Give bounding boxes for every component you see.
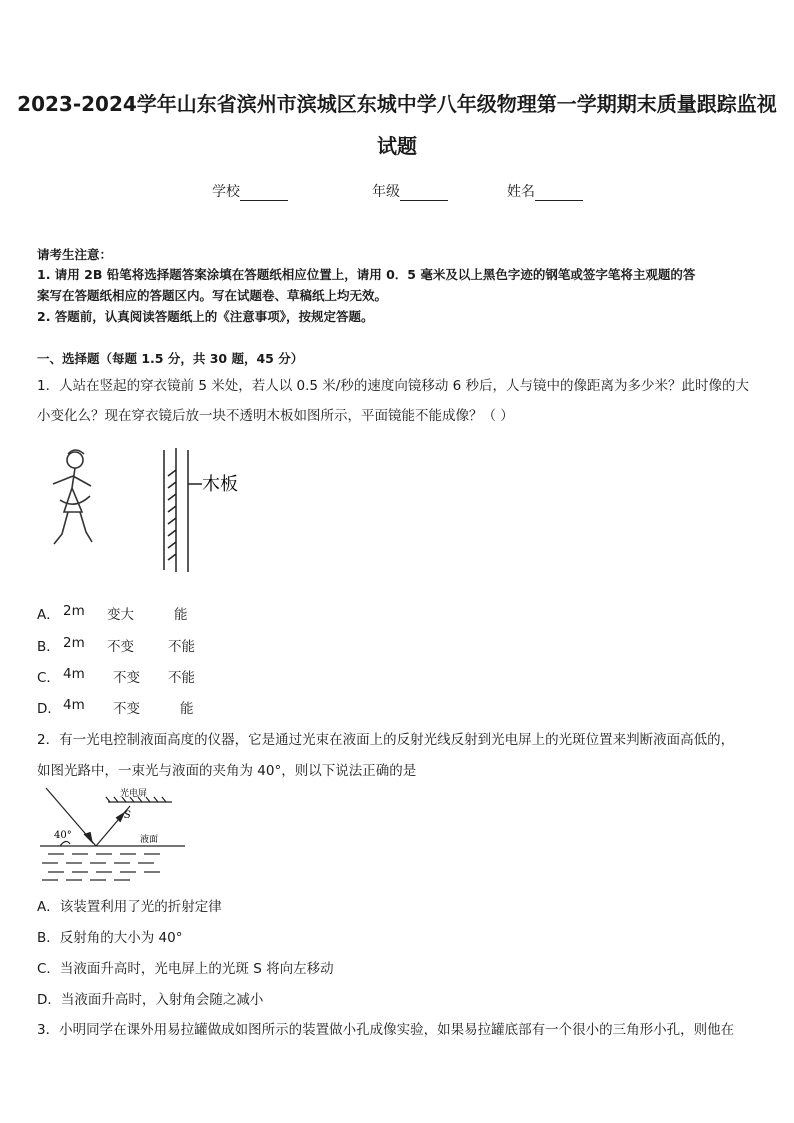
q3-text: 3．小明同学在课外用易拉罐做成如图所示的装置做小孔成像实验，如果易拉罐底部有一个很小的三角形小孔，则他在: [37, 1022, 735, 1038]
q1-text-cont: 小变化么？现在穿衣镜后放一块不透明木板如图所示，平面镜能不能成像？（ ）: [37, 408, 514, 424]
option-image: 能: [180, 701, 194, 717]
grade-field: [372, 181, 448, 201]
mirror: [164, 448, 202, 572]
liquid-label: 液面: [140, 835, 159, 845]
option-distance: 2m: [63, 603, 85, 619]
option-distance: 4m: [63, 666, 85, 682]
name-label: 姓名: [507, 184, 535, 200]
screen-label: 光电屏: [120, 789, 148, 799]
exam-title-continued: 试题: [377, 134, 417, 158]
q1-figure: [40, 440, 260, 580]
name-blank: [535, 186, 583, 201]
option-size: 不变: [113, 670, 140, 686]
q2-text: 2．有一光电控制液面高度的仪器，它是通过光束在液面上的反射光线反射到光电屏上的光斑位置来判断液面高低的，: [37, 732, 735, 748]
spot-label: S: [124, 810, 131, 821]
option-distance: 4m: [63, 697, 85, 713]
notice-item-1: 1. 请用 2B 铅笔将选择题答案涂填在答题纸相应位置上，请用 0．5 毫米及以上黑色字迹的钢笔或签字笔将主观题的答: [37, 267, 696, 282]
name-field: [507, 181, 583, 201]
option-size: 不变: [107, 639, 134, 655]
option-letter: B．: [37, 639, 60, 655]
notice-item-2: 2. 答题前，认真阅读答题纸上的《注意事项》，按规定答题。: [37, 309, 374, 324]
person-sketch: [53, 450, 92, 544]
exam-title: 2023-2024学年山东省滨州市滨城区东城中学八年级物理第一学期期末质量跟踪监视: [17, 92, 777, 116]
grade-blank: [400, 186, 448, 201]
board-label: 木板: [202, 474, 238, 495]
q2-figure: [40, 784, 185, 884]
option-image: 不能: [168, 639, 195, 655]
option-image: 能: [174, 607, 188, 623]
notice-item-1-cont: 案写在答题纸相应的答题区内。写在试题卷、草稿纸上均无效。: [37, 288, 388, 303]
q2-option-b: B．反射角的大小为 40°: [37, 930, 183, 946]
school-field: [212, 181, 288, 201]
q2-option-d: D．当液面升高时，入射角会随之减小: [37, 992, 264, 1008]
school-label: 学校: [212, 184, 240, 200]
q2-option-c: C．当液面升高时，光电屏上的光斑 S 将向左移动: [37, 961, 334, 977]
option-distance: 2m: [63, 635, 85, 651]
option-size: 不变: [113, 701, 140, 717]
option-letter: C．: [37, 670, 60, 686]
grade-label: 年级: [372, 184, 400, 200]
option-image: 不能: [168, 670, 195, 686]
option-letter: A．: [37, 607, 60, 623]
notice-heading: 请考生注意：: [37, 247, 113, 262]
school-blank: [240, 186, 288, 201]
option-letter: D．: [37, 701, 61, 717]
q1-text: 1．人站在竖起的穿衣镜前 5 米处，若人以 0.5 米/秒的速度向镜移动 6 秒后，人与镜中的像距离为多少米？此时像的大: [37, 378, 750, 394]
q2-text-cont: 如图光路中，一束光与液面的夹角为 40°，则以下说法正确的是: [37, 763, 417, 779]
section-heading: 一、选择题（每题 1.5 分，共 30 题，45 分）: [37, 351, 304, 366]
option-size: 变大: [107, 607, 134, 623]
angle-label: 40°: [54, 830, 72, 841]
q2-option-a: A．该装置利用了光的折射定律: [37, 899, 222, 915]
